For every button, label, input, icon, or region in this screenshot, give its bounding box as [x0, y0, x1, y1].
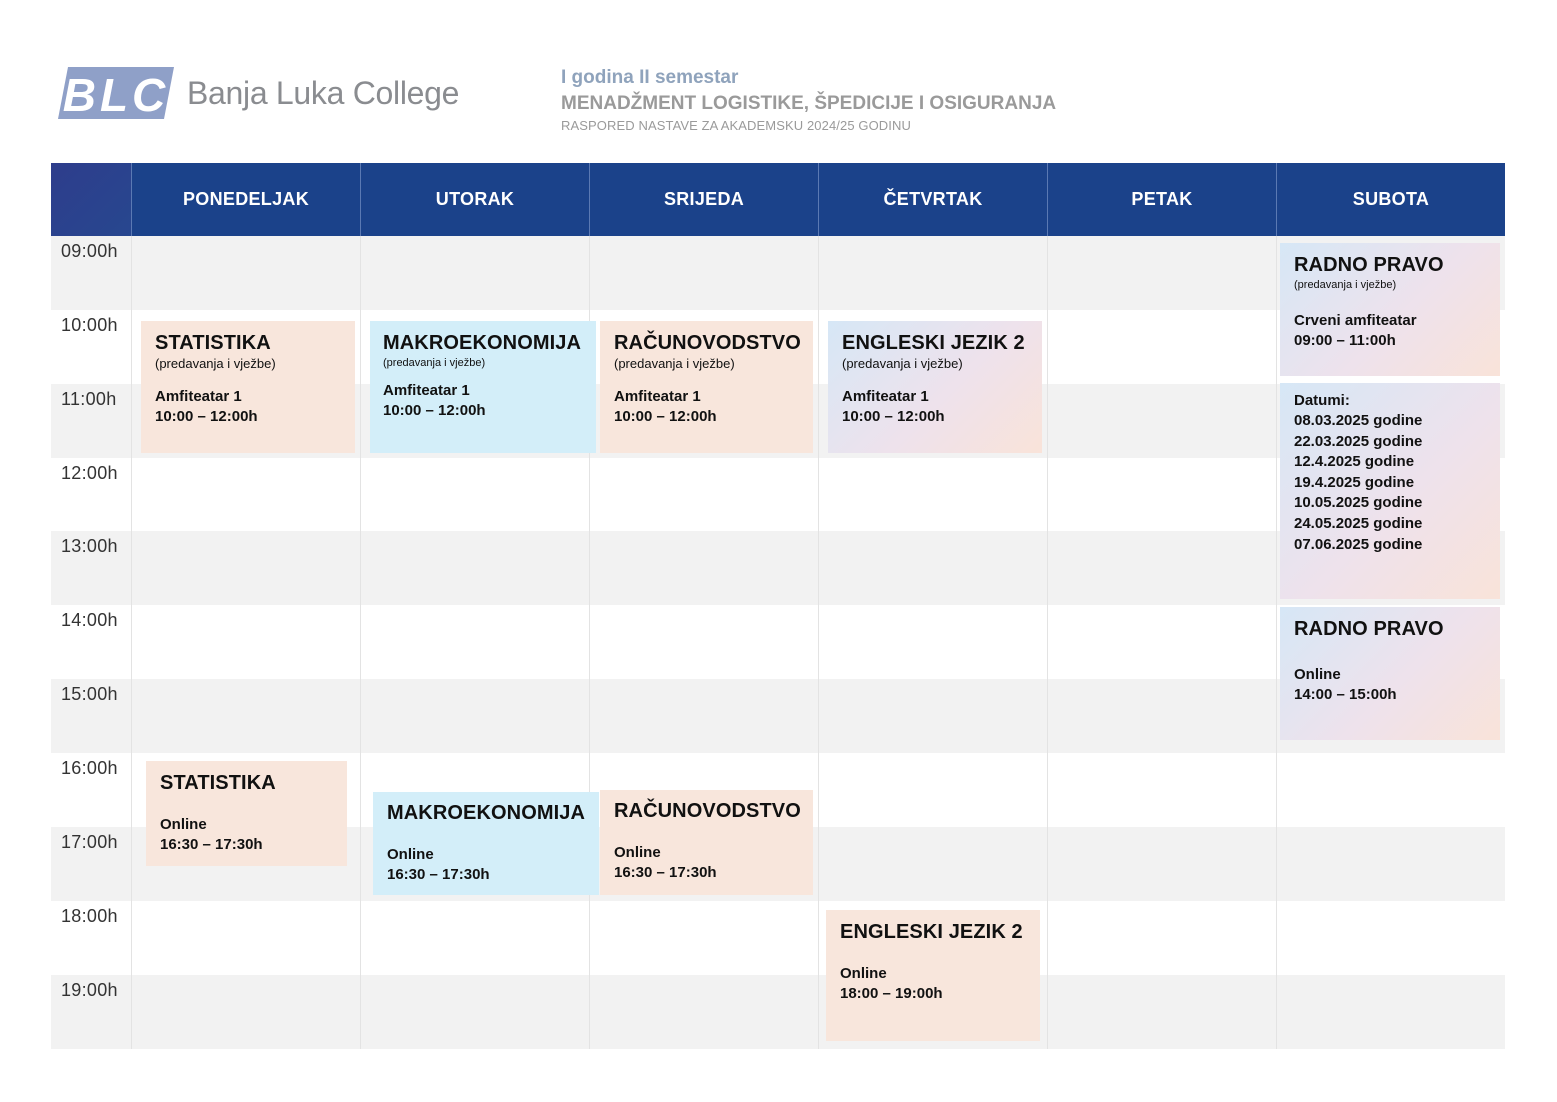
time-label: 16:00h	[61, 758, 118, 778]
event-title: RADNO PRAVO	[1294, 618, 1444, 640]
event-makroekonomija-online[interactable]	[373, 792, 599, 895]
event-time: 10:00 – 12:00h	[383, 402, 486, 419]
event-title: RAČUNOVODSTVO	[614, 332, 801, 354]
event-radno-pravo-lecture[interactable]	[1280, 243, 1500, 376]
time-label: 19:00h	[61, 980, 118, 1000]
event-room: Online	[614, 844, 661, 861]
event-room: Crveni amfiteatar	[1294, 312, 1417, 329]
corner-cell	[51, 163, 131, 236]
event-room: Amfiteatar 1	[842, 388, 929, 405]
day-thursday: ČETVRTAK	[818, 163, 1047, 236]
time-label: 12:00h	[61, 463, 118, 483]
time-row	[51, 975, 1505, 1049]
event-type: (predavanja i vježbe)	[383, 357, 486, 369]
college-logo	[58, 67, 458, 121]
date-item: 12.4.2025 godine	[1294, 453, 1415, 471]
day-monday: PONEDELJAK	[131, 163, 360, 236]
event-type: (predavanja i vježbe)	[155, 356, 276, 371]
event-racunovodstvo-lecture[interactable]	[600, 321, 813, 453]
column-divider	[818, 236, 819, 1049]
event-time: 10:00 – 12:00h	[842, 408, 945, 425]
day-saturday: SUBOTA	[1276, 163, 1505, 236]
logo-name: Banja Luka College	[187, 75, 460, 111]
event-engleski-lecture[interactable]	[828, 321, 1042, 453]
event-time: 14:00 – 15:00h	[1294, 686, 1397, 703]
event-title: STATISTIKA	[155, 332, 271, 354]
event-time: 16:30 – 17:30h	[387, 866, 490, 883]
date-item: 24.05.2025 godine	[1294, 514, 1423, 532]
day-header-row	[51, 163, 1505, 236]
time-label: 09:00h	[61, 241, 118, 261]
column-divider	[1047, 236, 1048, 1049]
schedule-subtitle: RASPORED NASTAVE ZA AKADEMSKU 2024/25 GODINU	[561, 118, 911, 133]
event-room: Online	[387, 846, 434, 863]
date-item: 08.03.2025 godine	[1294, 412, 1423, 429]
event-time: 09:00 – 11:00h	[1294, 332, 1396, 349]
year-semester: I godina II semestar	[561, 67, 739, 88]
event-room: Online	[840, 965, 887, 982]
program-title: MENADŽMENT LOGISTIKE, ŠPEDICIJE I OSIGURANJA	[561, 93, 1057, 114]
event-room: Online	[1294, 666, 1341, 683]
column-divider	[360, 236, 361, 1049]
event-makroekonomija-lecture[interactable]	[370, 321, 596, 453]
svg-text:BLC: BLC	[62, 69, 170, 119]
timetable	[51, 163, 1505, 1049]
event-time: 10:00 – 12:00h	[614, 408, 717, 425]
event-room: Amfiteatar 1	[155, 388, 242, 405]
event-title: MAKROEKONOMIJA	[387, 802, 586, 824]
event-type: (predavanja i vježbe)	[1294, 279, 1397, 291]
event-radno-pravo-online[interactable]	[1280, 607, 1500, 740]
event-title: RAČUNOVODSTVO	[614, 800, 801, 822]
day-wednesday: SRIJEDA	[589, 163, 818, 236]
event-room: Amfiteatar 1	[614, 388, 701, 405]
date-item: 10.05.2025 godine	[1294, 494, 1423, 512]
event-time: 16:30 – 17:30h	[614, 864, 717, 881]
time-row	[51, 901, 1505, 975]
day-friday: PETAK	[1047, 163, 1276, 236]
event-title: ENGLESKI JEZIK 2	[842, 332, 1025, 354]
time-label: 17:00h	[61, 832, 118, 852]
event-title: MAKROEKONOMIJA	[383, 332, 582, 354]
event-statistika-online[interactable]	[146, 761, 347, 866]
event-title: ENGLESKI JEZIK 2	[840, 921, 1023, 943]
column-divider	[1276, 236, 1277, 1049]
dates-label: Datumi:	[1294, 392, 1350, 409]
event-time: 18:00 – 19:00h	[840, 985, 943, 1002]
time-label: 15:00h	[61, 684, 118, 704]
date-item: 07.06.2025 godine	[1294, 535, 1423, 553]
time-label: 10:00h	[61, 315, 118, 335]
schedule-titles	[561, 66, 1521, 134]
date-item: 19.4.2025 godine	[1294, 473, 1415, 491]
event-room: Amfiteatar 1	[383, 382, 470, 399]
column-divider	[131, 236, 132, 1049]
blc-logo-icon	[58, 67, 174, 119]
event-type: (predavanja i vježbe)	[614, 356, 735, 371]
event-type: (predavanja i vježbe)	[842, 356, 963, 371]
event-racunovodstvo-online[interactable]	[600, 790, 813, 895]
event-room: Online	[160, 816, 207, 833]
time-label: 11:00h	[61, 389, 117, 409]
event-radno-pravo-dates	[1280, 383, 1500, 599]
event-title: RADNO PRAVO	[1294, 254, 1444, 276]
event-title: STATISTIKA	[160, 772, 276, 794]
time-label: 13:00h	[61, 536, 118, 556]
event-statistika-lecture[interactable]	[141, 321, 355, 453]
event-time: 10:00 – 12:00h	[155, 408, 258, 425]
time-label: 18:00h	[61, 906, 118, 926]
event-time: 16:30 – 17:30h	[160, 836, 263, 853]
date-item: 22.03.2025 godine	[1294, 432, 1423, 450]
day-tuesday: UTORAK	[360, 163, 589, 236]
event-engleski-online[interactable]	[826, 910, 1040, 1041]
time-label: 14:00h	[61, 610, 118, 630]
